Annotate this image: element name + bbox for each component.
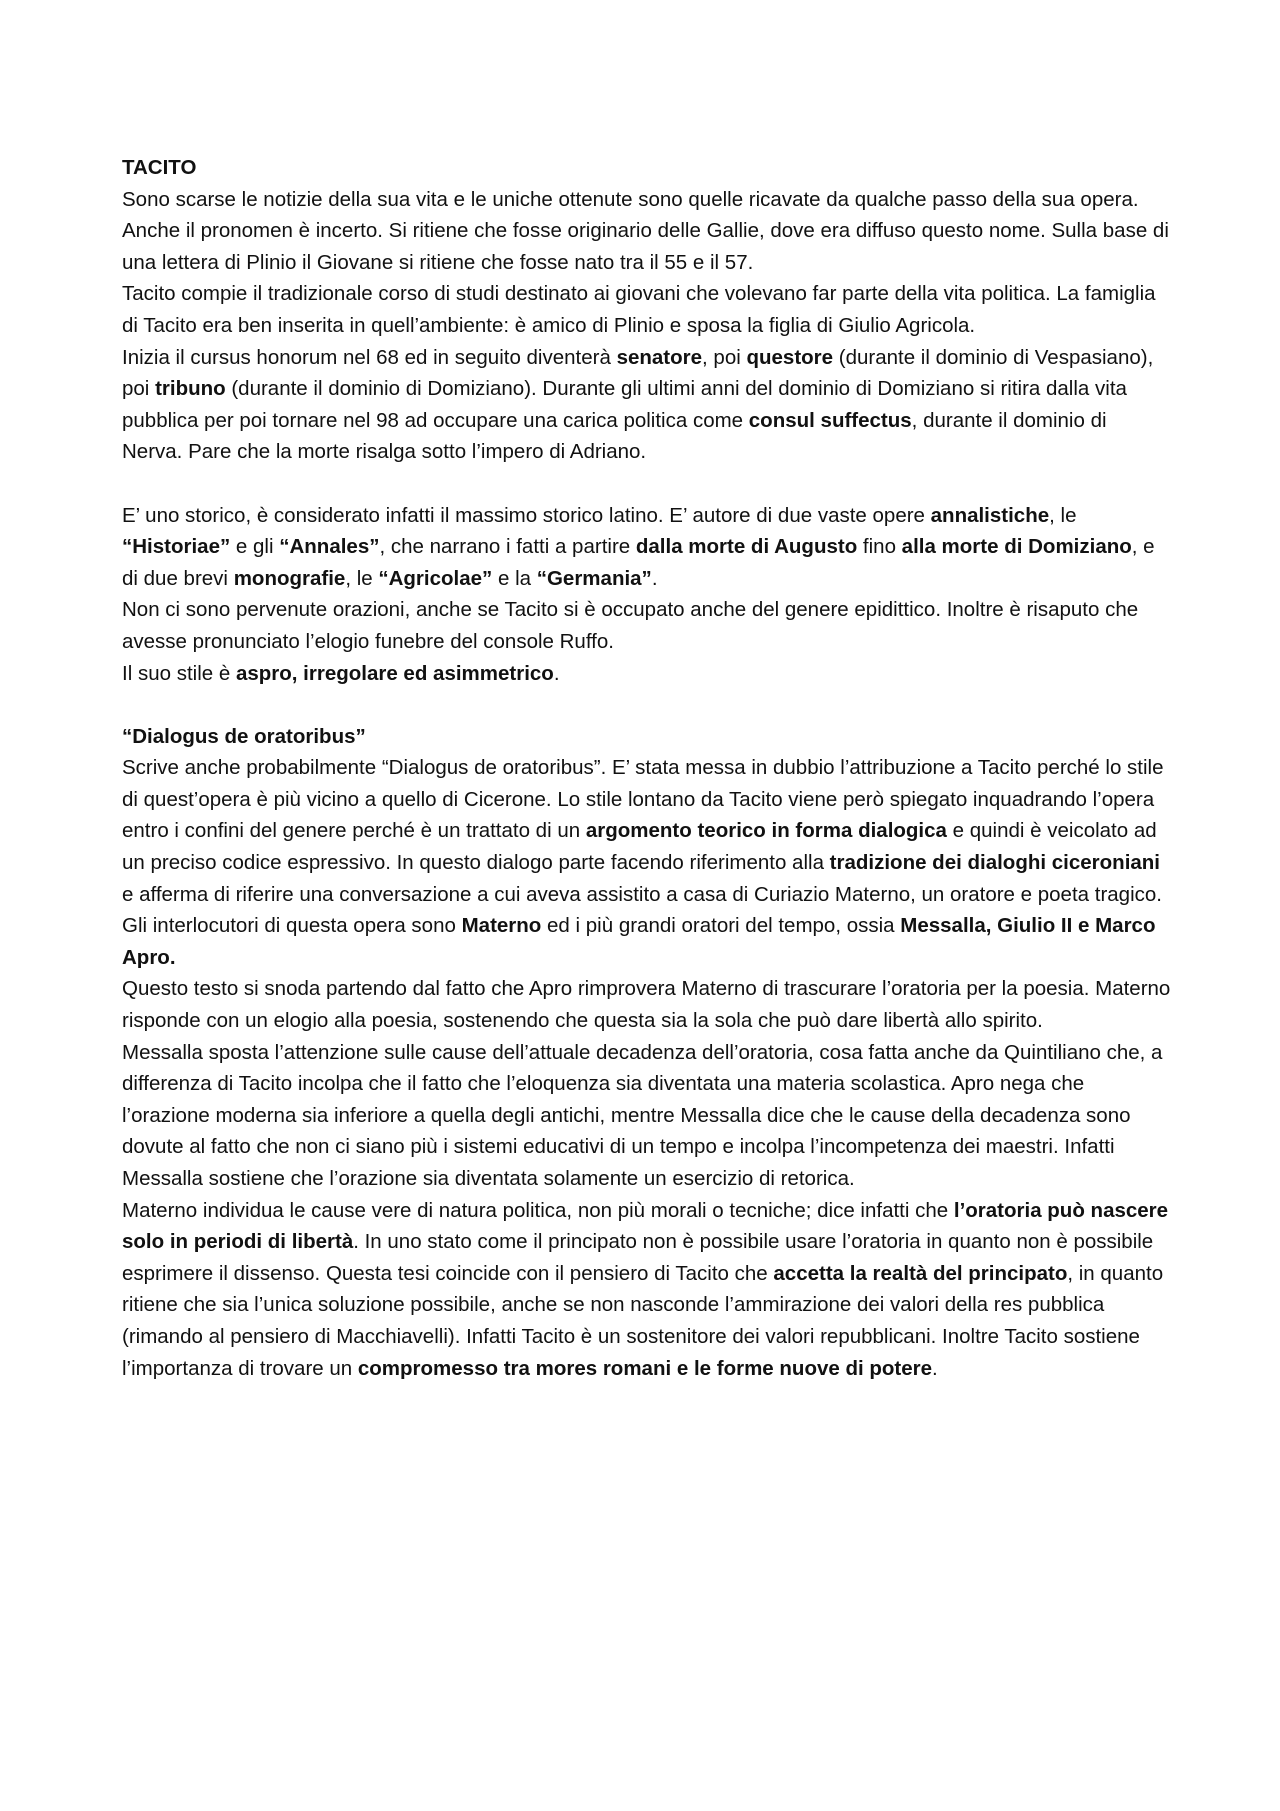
paragraph-dialogus-1: Scrive anche probabilmente “Dialogus de oratoribus”. E’ stata messa in dubbio l’attribuzione a Tacito perché lo stile di quest’opera è più vicino a quello di Cicerone. Lo stile lontano da Tacito viene però spiegato inquadrando l’opera entro i confini del genere perché è un trattato di un argomento teorico in forma dialogica e quindi è veicolato ad un preciso codice espressivo. In questo dialogo parte facendo riferimento alla tradizione dei dialoghi ciceroniani e afferma di riferire una conversazione a cui aveva assistito a casa di Curiazio Materno, un oratore e poeta tragico. Gli interlocutori di questa opera sono Materno ed i più grandi oratori del tempo, ossia Messalla, Giulio II e Marco Apro. xyxy=(122,756,1164,969)
paragraph-dialogus-4: Materno individua le cause vere di natura politica, non più morali o tecniche; dice infatti che l’oratoria può nascere solo in periodi di libertà. In uno stato come il principato non è possibile usare l’oratoria in quanto non è possibile esprimere il dissenso. Questa tesi coincide con il pensiero di Tacito che accetta la realtà del principato, in quanto ritiene che sia l’unica soluzione possibile, anche se non nasconde l’ammirazione dei valori della res pubblica (rimando al pensiero di Macchiavelli). Infatti Tacito è un sostenitore dei valori repubblicani. Inoltre Tacito sostiene l’importanza di trovare un compromesso tra mores romani e le forme nuove di potere. xyxy=(122,1198,1169,1380)
paragraph-dialogus-3: Messalla sposta l’attenzione sulle cause dell’attuale decadenza dell’oratoria, cosa fatta anche da Quintiliano che, a differenza di Tacito incolpa che il fatto che l’eloquenza sia diventata una materia scolastica. Apro nega che l’orazione moderna sia inferiore a quella degli antichi, mentre Messalla dice che le cause della decadenza sono dovute al fatto che non ci siano più i sistemi educativi di un tempo e incolpa l’incompetenza dei maestri. Infatti Messalla sostiene che l’orazione sia diventata solamente un esercizio di retorica. xyxy=(122,1040,1163,1190)
paragraph-cursus: Inizia il cursus honorum nel 68 ed in seguito diventerà senatore, poi questore (durante il dominio di Vespasiano), poi tribuno (durante il dominio di Domiziano). Durante gli ultimi anni del dominio di Domiziano si ritira dalla vita pubblica per poi tornare nel 98 ad occupare una carica politica come consul suffectus, durante il dominio di Nerva. Pare che la morte risalga sotto l’impero di Adriano. xyxy=(122,345,1154,464)
paragraph-stile: Il suo stile è aspro, irregolare ed asimmetrico. xyxy=(122,661,560,685)
paragraph-bio-1: Sono scarse le notizie della sua vita e le uniche ottenute sono quelle ricavate da qualche passo della sua opera. Anche il pronomen è incerto. Si ritiene che fosse originario delle Gallie, dove era diffuso questo nome. Sulla base di una lettera di Plinio il Giovane si ritiene che fosse nato tra il 55 e il 57. xyxy=(122,187,1169,274)
paragraph-bio-2: Tacito compie il tradizionale corso di studi destinato ai giovani che volevano far parte della vita politica. La famiglia di Tacito era ben inserita in quell’ambiente: è amico di Plinio e sposa la figlia di Giulio Agricola. xyxy=(122,282,1156,337)
section-heading-dialogus: “Dialogus de oratoribus” xyxy=(122,724,366,748)
page-title: TACITO xyxy=(122,156,197,179)
document-body xyxy=(122,152,1172,1384)
paragraph-storico: E’ uno storico, è considerato infatti il massimo storico latino. E’ autore di due vaste opere annalistiche, le “Historiae” e gli “Annales”, che narrano i fatti a partire dalla morte di Augusto fino alla morte di Domiziano, e di due brevi monografie, le “Agricolae” e la “Germania”. xyxy=(122,503,1155,590)
blank-line xyxy=(122,689,1172,721)
paragraph-dialogus-2: Questo testo si snoda partendo dal fatto che Apro rimprovera Materno di trascurare l’oratoria per la poesia. Materno risponde con un elogio alla poesia, sostenendo che questa sia la sola che può dare libertà allo spirito. xyxy=(122,977,1171,1033)
blank-line xyxy=(122,468,1172,500)
paragraph-orazioni: Non ci sono pervenute orazioni, anche se Tacito si è occupato anche del genere epidittico. Inoltre è risaputo che avesse pronunciato l’elogio funebre del console Ruffo. xyxy=(122,598,1139,653)
